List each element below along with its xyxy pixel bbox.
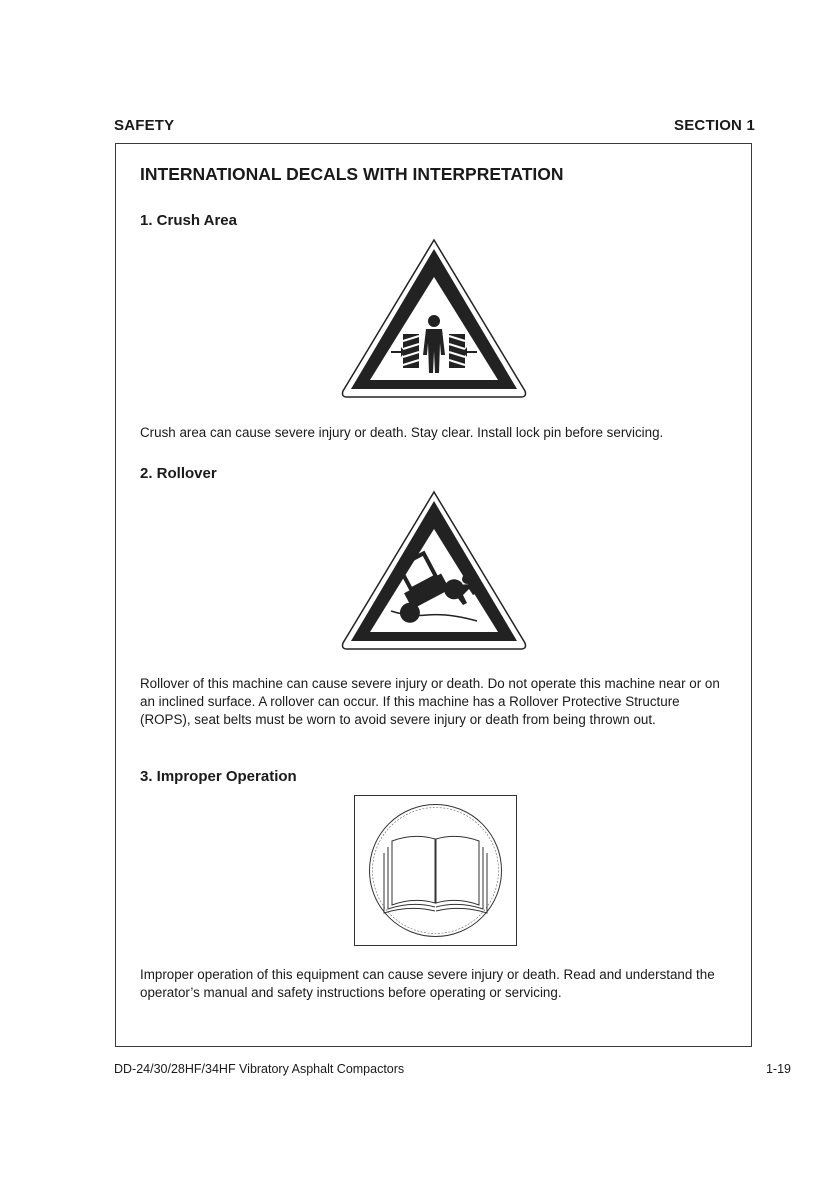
section-heading-crush-area: 1. Crush Area <box>140 212 237 229</box>
header-section-label: SAFETY <box>114 117 175 134</box>
footer-document-title: DD-24/30/28HF/34HF Vibratory Asphalt Compactors <box>114 1062 405 1076</box>
section-heading-rollover: 2. Rollover <box>140 465 217 482</box>
section-heading-improper-operation: 3. Improper Operation <box>140 768 297 785</box>
footer-page-number: 1-19 <box>765 1062 791 1076</box>
section-text-rollover: Rollover of this machine can cause severe injury or death. Do not operate this machine near or on an inclined surface. A rollover can occur. If this machine has a Rollover Protective Structure (ROPS), seat belts must be worn to avoid severe injury or death from being thrown out. <box>140 676 720 727</box>
rollover-warning-icon <box>339 489 529 653</box>
section-text-crush-area: Crush area can cause severe injury or death. Stay clear. Install lock pin before servicing. <box>140 425 664 440</box>
page-title: INTERNATIONAL DECALS WITH INTERPRETATION <box>140 164 564 184</box>
read-manual-icon <box>354 795 517 946</box>
crush-area-warning-icon <box>339 237 529 401</box>
header-section-number: SECTION 1 <box>674 117 755 134</box>
section-text-improper-operation: Improper operation of this equipment can cause severe injury or death. Read and understand the operator’s manual and safety instructions before operating or servicing. <box>140 967 715 1000</box>
